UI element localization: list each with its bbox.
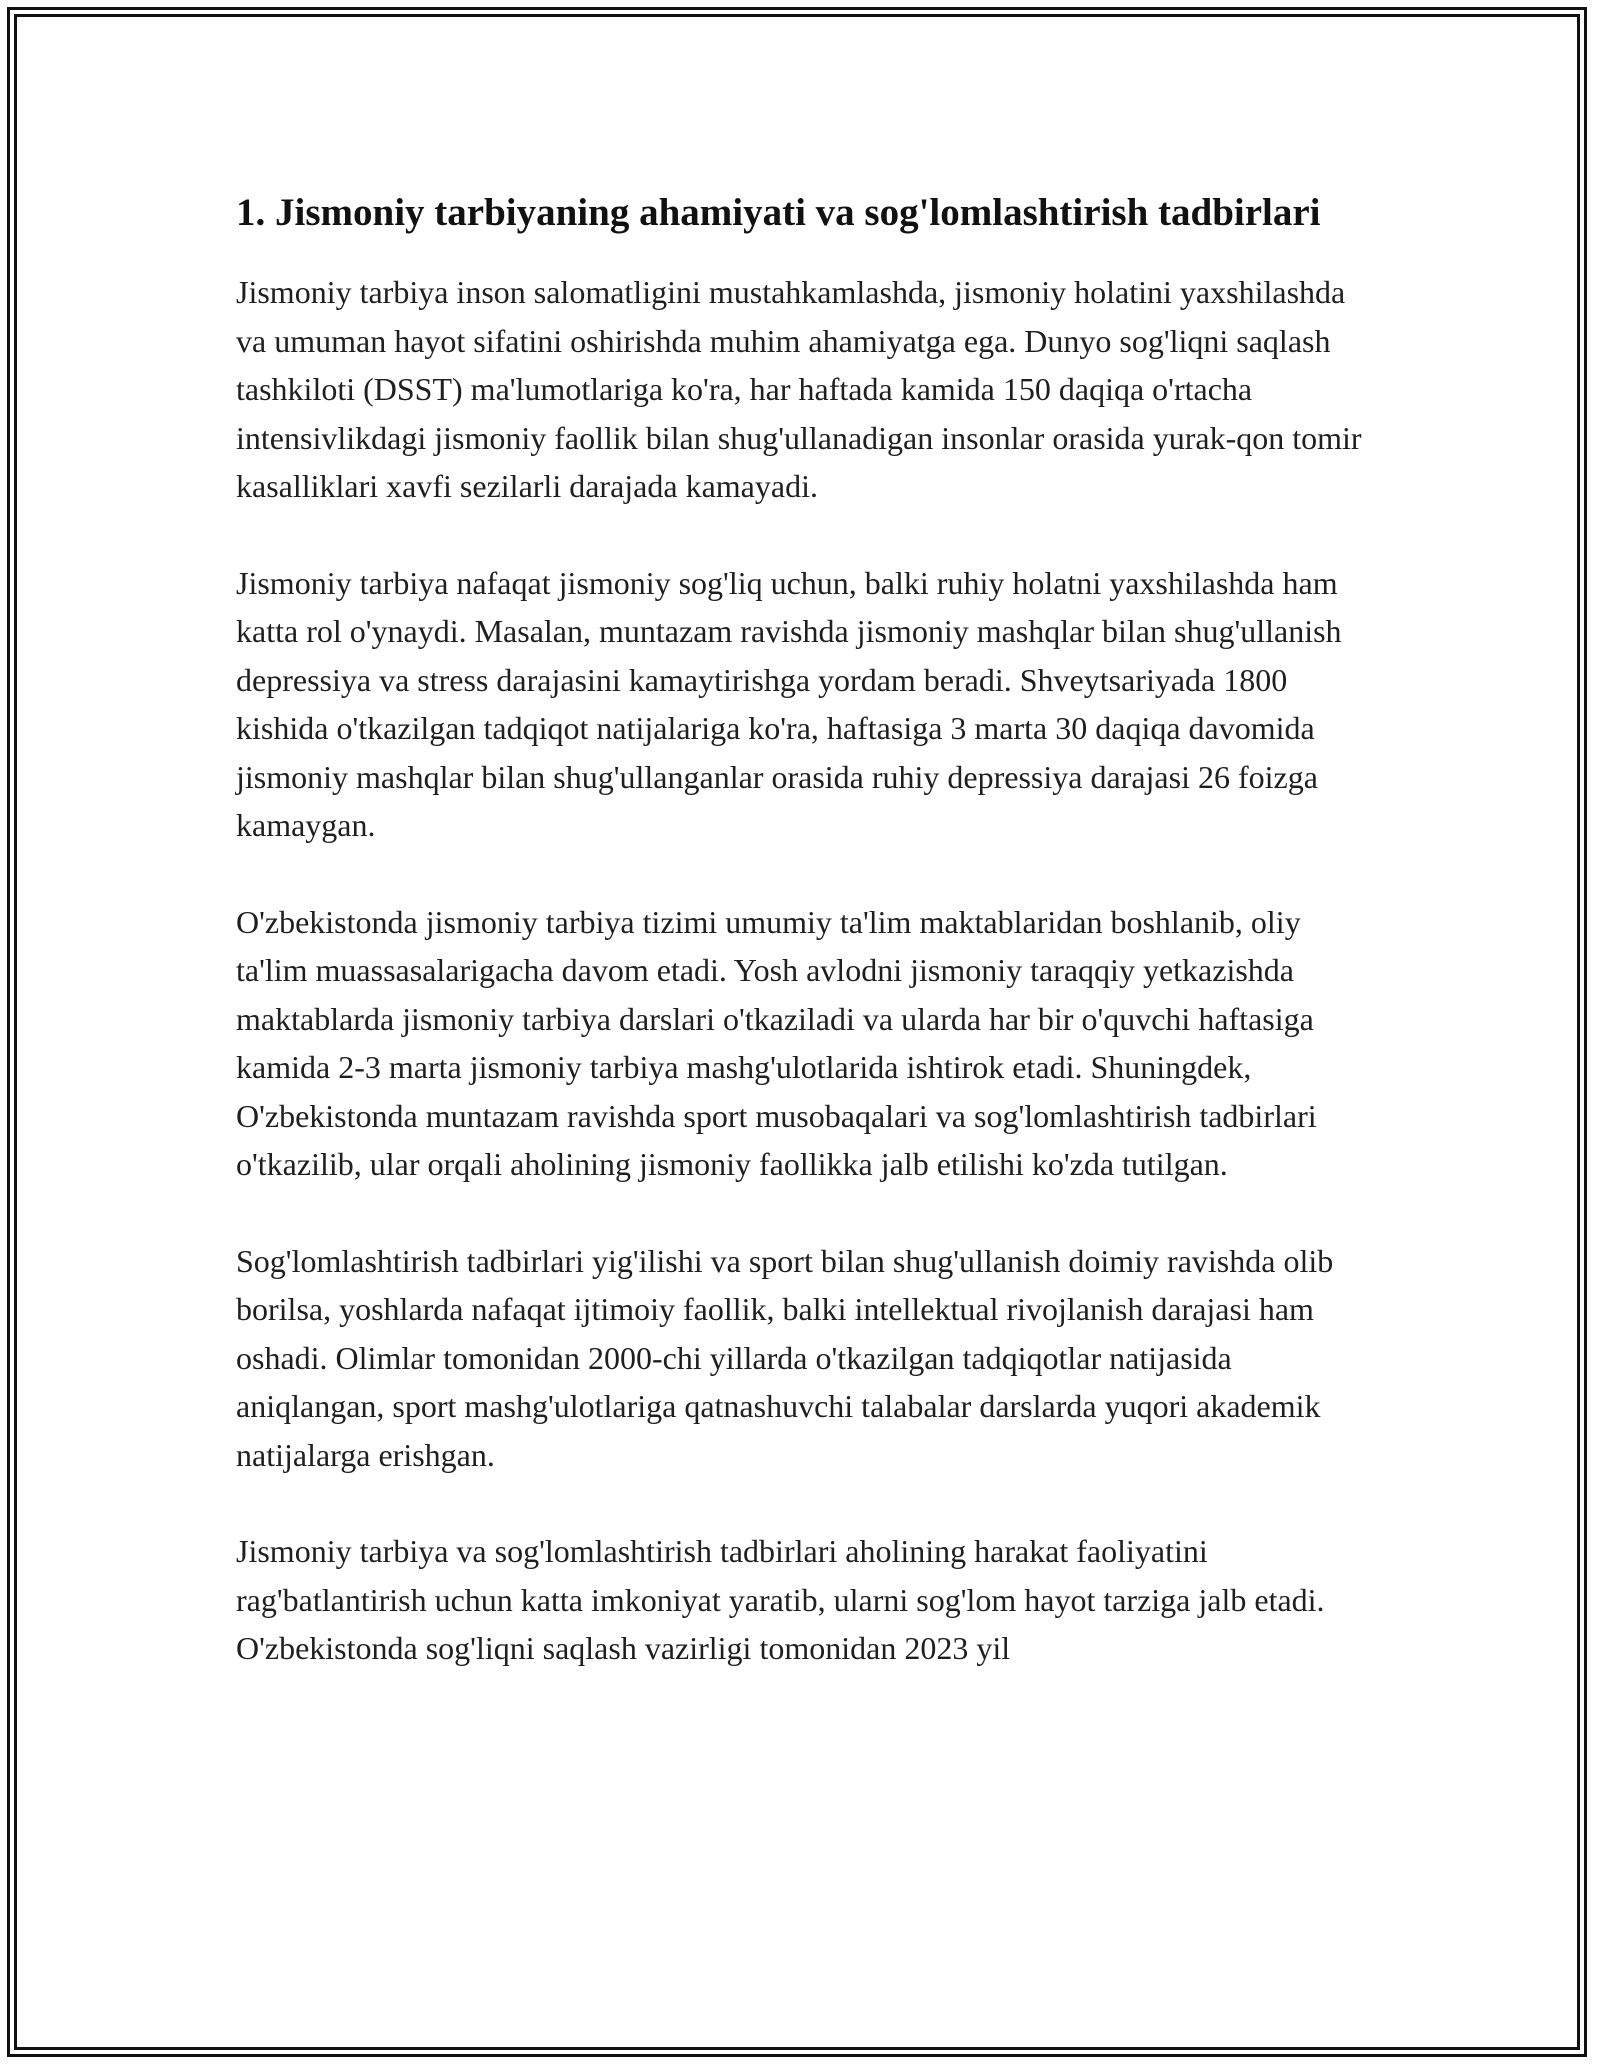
document-body: [236, 185, 1366, 1721]
section-heading: 1. Jismoniy tarbiyaning ahamiyati va sog'lomlashtirish tadbirlari: [236, 191, 1321, 234]
paragraph: O'zbekistonda jismoniy tarbiya tizimi umumiy ta'lim maktablaridan boshlanib, oliy ta'lim muassasalarigacha davom etadi. Yosh avlodni jismoniy taraqqiy yetkazishda maktablarda jismoniy tarbiya darslari o'tkaziladi va ularda har bir o'quvchi haftasiga kamida 2-3 marta jismoniy tarbiya mashg'ulotlarida ishtirok etadi. Shuningdek, O'zbekistonda muntazam ravishda sport musobaqalari va sog'lomlashtirish tadbirlari o'tkazilib, ular orqali aholining jismoniy faollikka jalb etilishi ko'zda tutilgan.: [236, 903, 1317, 1182]
paragraph: Sog'lomlashtirish tadbirlari yig'ilishi va sport bilan shug'ullanish doimiy ravishda olib borilsa, yoshlarda nafaqat ijtimoiy faollik, balki intellektual rivojlanish darajasi ham oshadi. Olimlar tomonidan 2000-chi yillarda o'tkazilgan tadqiqotlar natijasida aniqlangan, sport mashg'ulotlariga qatnashuvchi talabalar darslarda yuqori akademik natijalarga erishgan.: [236, 1242, 1334, 1473]
paragraph: Jismoniy tarbiya inson salomatligini mustahkamlashda, jismoniy holatini yaxshilashda va umuman hayot sifatini oshirishda muhim ahamiyatga ega. Dunyo sog'liqni saqlash tashkiloti (DSST) ma'lumotlariga ko'ra, har haftada kamida 150 daqiqa o'rtacha intensivlikdagi jismoniy faollik bilan shug'ullanadigan insonlar orasida yurak-qon tomir kasalliklari xavfi sezilarli darajada kamayadi.: [236, 274, 1362, 504]
paragraph: Jismoniy tarbiya nafaqat jismoniy sog'liq uchun, balki ruhiy holatni yaxshilashda ham katta rol o'ynaydi. Masalan, muntazam ravishda jismoniy mashqlar bilan shug'ullanish depressiya va stress darajasini kamaytirishga yordam beradi. Shveytsariyada 1800 kishida o'tkazilgan tadqiqot natijalariga ko'ra, haftasiga 3 marta 30 daqiqa davomida jismoniy mashqlar bilan shug'ullanganlar orasida ruhiy depressiya darajasi 26 foizga kamaygan.: [236, 564, 1342, 843]
paragraph: Jismoniy tarbiya va sog'lomlashtirish tadbirlari aholining harakat faoliyatini rag'batlantirish uchun katta imkoniyat yaratib, ularni sog'lom hayot tarziga jalb etadi. O'zbekistonda sog'liqni saqlash vazirligi tomonidan 2023 yil: [236, 1533, 1325, 1666]
